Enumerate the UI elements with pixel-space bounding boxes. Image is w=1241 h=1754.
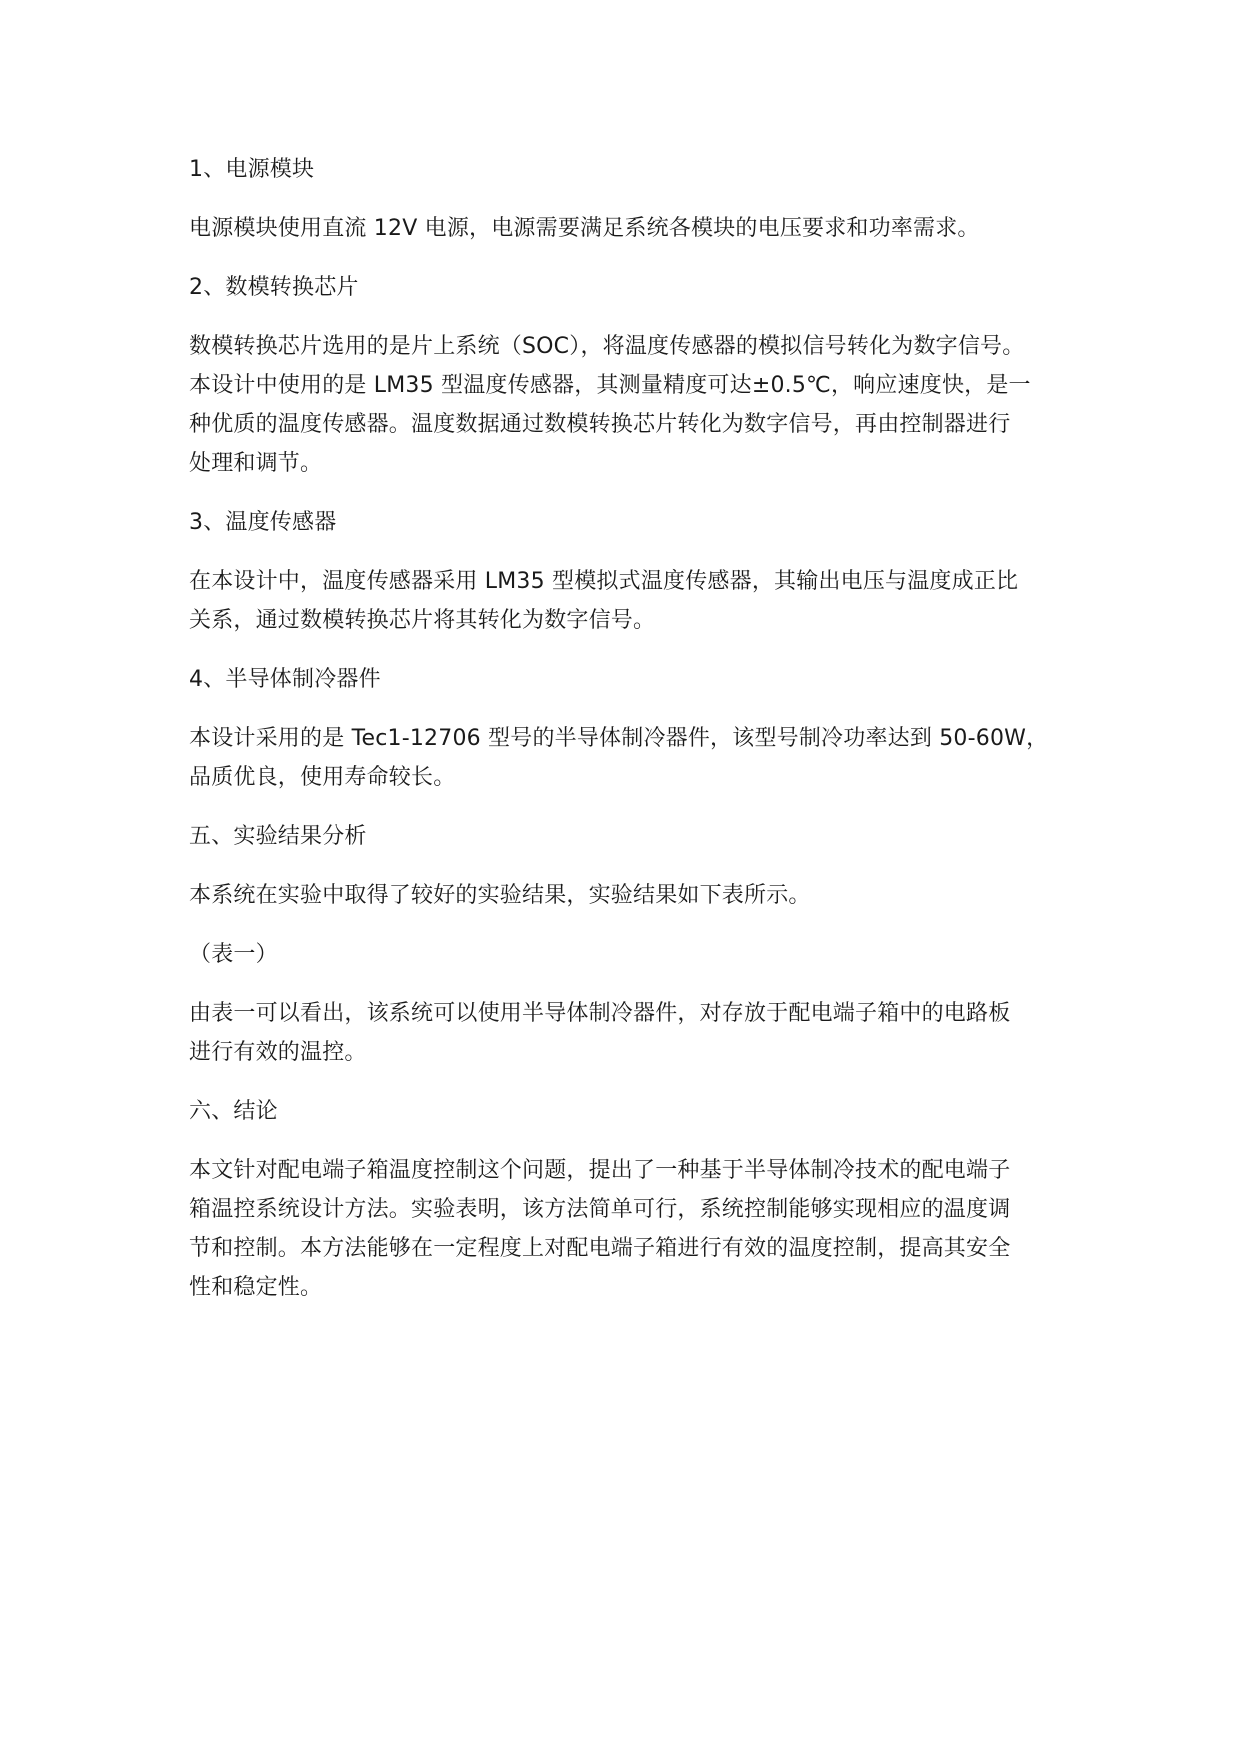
text-line: 关系，通过数模转换芯片将其转化为数字信号。 <box>189 608 656 633</box>
text-line: 本设计中使用的是 LM35 型温度传感器，其测量精度可达±0.5℃，响应速度快，是一 <box>189 373 1031 398</box>
paragraph-dac-chip <box>189 327 1069 483</box>
text-line: 数模转换芯片选用的是片上系统（SOC），将温度传感器的模拟信号转化为数字信号。 <box>189 334 1025 359</box>
text-line: 本设计采用的是 Tec1-12706 型号的半导体制冷器件，该型号制冷功率达到 50-60W， <box>189 726 1049 751</box>
section-heading-temp-sensor <box>189 503 1069 542</box>
text-line: 种优质的温度传感器。温度数据通过数模转换芯片转化为数字信号，再由控制器进行 <box>189 412 1011 437</box>
paragraph-conclusion <box>189 1151 1069 1307</box>
text-line: 六、结论 <box>189 1099 278 1124</box>
text-line: 由表一可以看出，该系统可以使用半导体制冷器件，对存放于配电端子箱中的电路板 <box>189 1001 1011 1026</box>
text-line: 进行有效的温控。 <box>189 1040 367 1065</box>
paragraph-results-analysis <box>189 994 1069 1072</box>
text-line: 4、半导体制冷器件 <box>189 667 381 692</box>
paragraph-results-intro <box>189 876 1069 915</box>
text-line: 本文针对配电端子箱温度控制这个问题，提出了一种基于半导体制冷技术的配电端子 <box>189 1158 1011 1183</box>
text-line: 性和稳定性。 <box>189 1275 323 1300</box>
text-line: 箱温控系统设计方法。实验表明，该方法简单可行，系统控制能够实现相应的温度调 <box>189 1197 1011 1222</box>
paragraph-cooler <box>189 719 1069 797</box>
text-line: 处理和调节。 <box>189 451 323 476</box>
table-caption <box>189 935 1069 974</box>
text-line: 在本设计中，温度传感器采用 LM35 型模拟式温度传感器，其输出电压与温度成正比 <box>189 569 1019 594</box>
text-line: 3、温度传感器 <box>189 510 337 535</box>
document-body <box>189 150 1069 1327</box>
text-line: 五、实验结果分析 <box>189 824 367 849</box>
text-line: 品质优良，使用寿命较长。 <box>189 765 456 790</box>
section-heading-dac-chip <box>189 268 1069 307</box>
text-line: 2、数模转换芯片 <box>189 275 359 300</box>
text-line: 电源模块使用直流 12V 电源，电源需要满足系统各模块的电压要求和功率需求。 <box>189 216 980 241</box>
section-heading-conclusion <box>189 1092 1069 1131</box>
section-heading-power-module <box>189 150 1069 189</box>
section-heading-cooler <box>189 660 1069 699</box>
text-line: （表一） <box>189 942 278 967</box>
section-heading-results <box>189 817 1069 856</box>
text-line: 本系统在实验中取得了较好的实验结果，实验结果如下表所示。 <box>189 883 811 908</box>
paragraph-temp-sensor <box>189 562 1069 640</box>
text-line: 节和控制。本方法能够在一定程度上对配电端子箱进行有效的温度控制，提高其安全 <box>189 1236 1011 1261</box>
text-line: 1、电源模块 <box>189 157 315 182</box>
paragraph-power-module <box>189 209 1069 248</box>
